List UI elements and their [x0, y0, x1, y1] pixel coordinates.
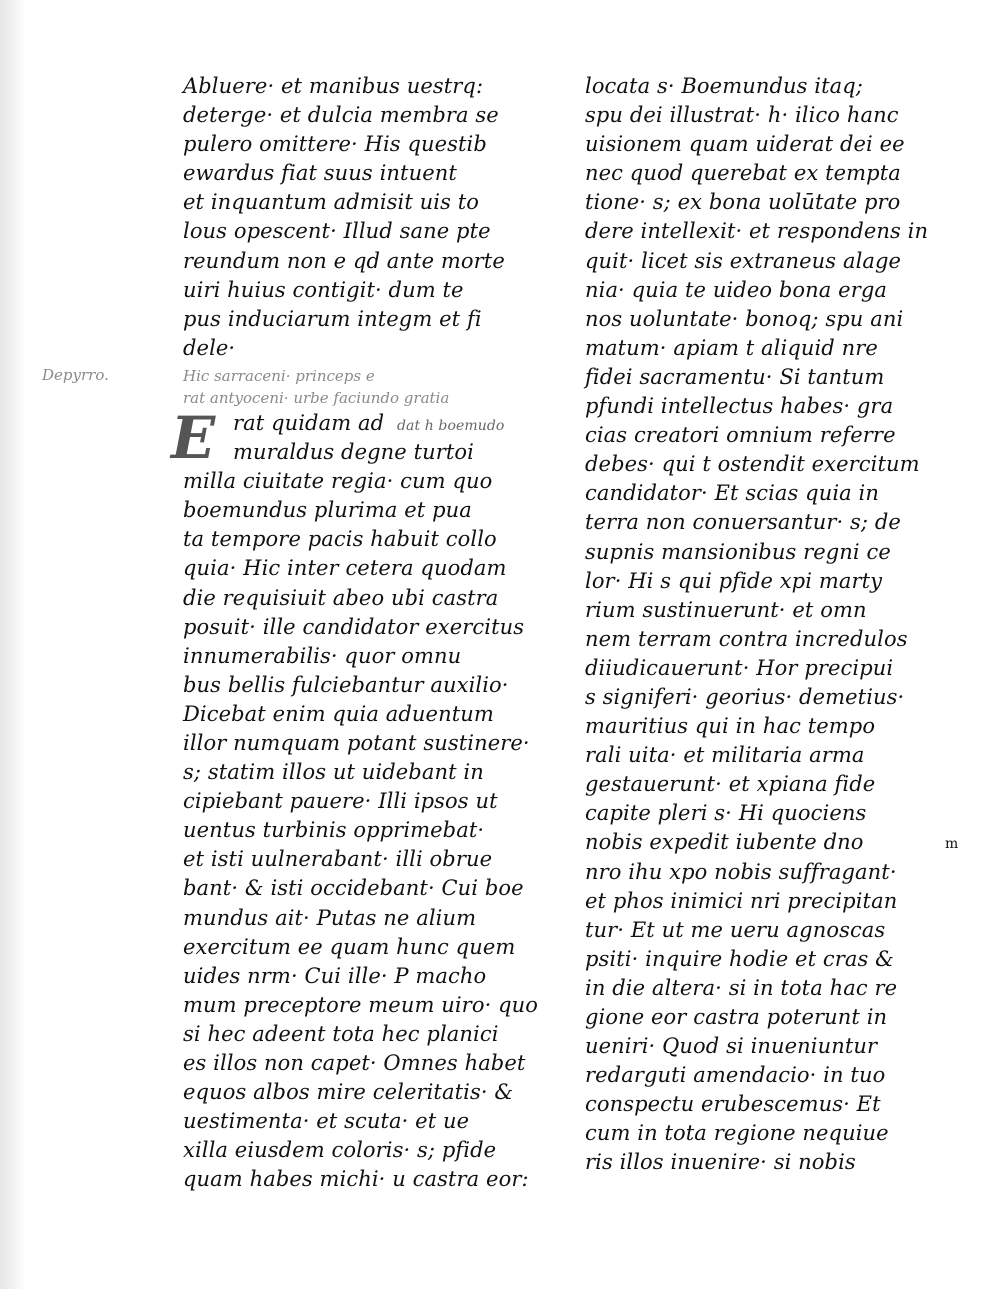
text-line: quia· Hic inter cetera quodam: [183, 556, 507, 581]
text-line: cum in tota regione nequiue: [585, 1121, 889, 1146]
text-line-with-rubric: [183, 334, 568, 363]
text-line-fragment: dele·: [183, 335, 236, 360]
text-line: posuit· ille candidator exercitus: [183, 614, 525, 639]
decorated-initial: E: [171, 403, 216, 472]
text-line: quam habes michi· u castra eor:: [183, 1167, 529, 1192]
text-line: in die altera· si in tota hac re: [585, 975, 898, 1000]
text-line: bus bellis fulciebantur auxilio·: [183, 672, 509, 697]
text-line: ta tempore pacis habuit collo: [183, 527, 497, 552]
text-line: et isti uulnerabant· illi obrue: [183, 847, 493, 872]
text-line-fragment: rat quidam ad: [233, 410, 385, 435]
left-column-lines-b: [183, 438, 568, 1194]
left-text-column: [171, 72, 568, 1194]
text-line: nec quod querebat ex tempta: [585, 161, 901, 186]
text-line: lor· Hi s qui pfide xpi marty: [585, 568, 883, 593]
text-line: nos uoluntate· bonoq; spu ani: [585, 306, 904, 331]
text-line: equos albos mire celeritatis· &: [183, 1080, 514, 1105]
text-line: pus induciarum integm et fi: [183, 306, 482, 331]
text-line: pfundi intellectus habes· gra: [585, 394, 894, 419]
text-line: ueniri· Quod si inueniuntur: [585, 1034, 878, 1059]
text-line: rali uita· et militaria arma: [585, 743, 865, 768]
text-line: mundus ait· Putas ne alium: [183, 905, 477, 930]
text-line: diiudicauerunt· Hor precipui: [585, 655, 894, 680]
text-line: illor numquam potant sustinere·: [183, 730, 530, 755]
interlinear-mark: m: [945, 836, 959, 852]
text-line: redarguti amendacio· in tuo: [585, 1063, 886, 1088]
text-line: gione eor castra poterunt in: [585, 1005, 888, 1029]
text-line: uestimenta· et scuta· et ue: [183, 1109, 470, 1134]
text-line: innumerabilis· quor omnu: [183, 643, 462, 668]
interlinear-note: dat h boemudo: [396, 417, 505, 434]
text-line: et inquantum admisit uis to: [183, 190, 480, 215]
text-line: s signiferi· georius· demetius·: [585, 684, 905, 709]
text-line: es illos non capet· Omnes habet: [183, 1051, 526, 1075]
text-line: ewardus fiat suus intuent: [183, 161, 457, 186]
rubric-line: rat antyoceni· urbe faciundo gratia: [183, 388, 450, 407]
text-line: gestauerunt· et xpiana fide: [585, 772, 876, 797]
text-line: psiti· inquire hodie et cras &: [585, 946, 894, 971]
right-text-column: [585, 72, 975, 1178]
text-line: supnis mansionibus regni ce: [585, 539, 891, 564]
text-line: tur· Et ut me ueru agnoscas: [585, 917, 886, 942]
text-line: et phos inimici nri precipitan: [585, 888, 898, 913]
text-line: uisionem quam uiderat dei ee: [585, 132, 905, 157]
text-line: uides nrm· Cui ille· P macho: [183, 963, 487, 988]
text-line: nia· quia te uideo bona erga: [585, 277, 887, 302]
text-line: deterge· et dulcia membra se: [183, 103, 499, 128]
text-line: mauritius qui in hac tempo: [585, 714, 876, 739]
rubric-line: Hic sarraceni· princeps e: [183, 366, 375, 385]
text-line: milla ciuitate regia· cum quo: [183, 469, 493, 494]
text-line: boemundus plurima et pua: [183, 498, 472, 523]
text-line: dere intellexit· et respondens in: [585, 219, 929, 244]
text-line: fidei sacramentu· Si tantum: [585, 364, 885, 389]
text-line: locata s· Boemundus itaq;: [585, 74, 863, 98]
text-line: muraldus degne turtoi: [233, 440, 474, 465]
text-line: si hec adeent tota hec planici: [183, 1021, 499, 1046]
margin-note: Depyrro.: [42, 366, 109, 384]
text-line: cipiebant pauere· Illi ipsos ut: [183, 789, 498, 814]
text-line: uiri huius contigit· dum te: [183, 277, 464, 302]
text-line: matum· apiam t aliquid nre: [585, 335, 878, 360]
text-line: bant· & isti occidebant· Cui boe: [183, 876, 524, 901]
left-column-lines-a: [183, 72, 568, 334]
text-line: candidator· Et scias quia in: [585, 481, 879, 506]
text-line: rium sustinuerunt· et omn: [585, 597, 867, 622]
text-line: spu dei illustrat· h· ilico hanc: [585, 103, 899, 128]
text-line: mum preceptore meum uiro· quo: [183, 992, 539, 1017]
text-line: xilla eiusdem coloris· s; pfide: [183, 1138, 497, 1163]
text-line: nro ihu xpo nobis suffragant·: [585, 859, 897, 884]
text-line: capite pleri s· Hi quociens: [585, 801, 867, 826]
text-line: nem terram contra incredulos: [585, 626, 908, 651]
text-line: terra non conuersantur· s; de: [585, 510, 901, 535]
text-line: ris illos inuenire· si nobis: [585, 1150, 856, 1175]
page-edge-shadow: [0, 0, 26, 1289]
text-line: lous opescent· Illud sane pte: [183, 219, 491, 244]
text-line: uentus turbinis opprimebat·: [183, 818, 485, 843]
text-line: nobis expedit iubente dno: [585, 830, 864, 855]
text-line: Dicebat enim quia aduentum: [183, 701, 494, 726]
text-line: reundum non e qd ante morte: [183, 248, 505, 273]
right-column-lines: [585, 72, 975, 1178]
text-line: s; statim illos ut uidebant in: [183, 760, 484, 785]
text-line: debes· qui t ostendit exercitum: [585, 452, 920, 477]
text-line: quit· licet sis extraneus alage: [585, 248, 902, 273]
text-line: pulero omittere· His questib: [183, 132, 487, 157]
text-line: cias creatori omnium referre: [585, 423, 896, 448]
text-line: die requisiuit abeo ubi castra: [183, 585, 499, 610]
text-line: exercitum ee quam hunc quem: [183, 934, 516, 959]
text-line: Abluere· et manibus uestrq:: [183, 74, 484, 98]
text-line: conspectu erubescemus· Et: [585, 1092, 881, 1117]
text-line: tione· s; ex bona uolūtate pro: [585, 190, 901, 215]
